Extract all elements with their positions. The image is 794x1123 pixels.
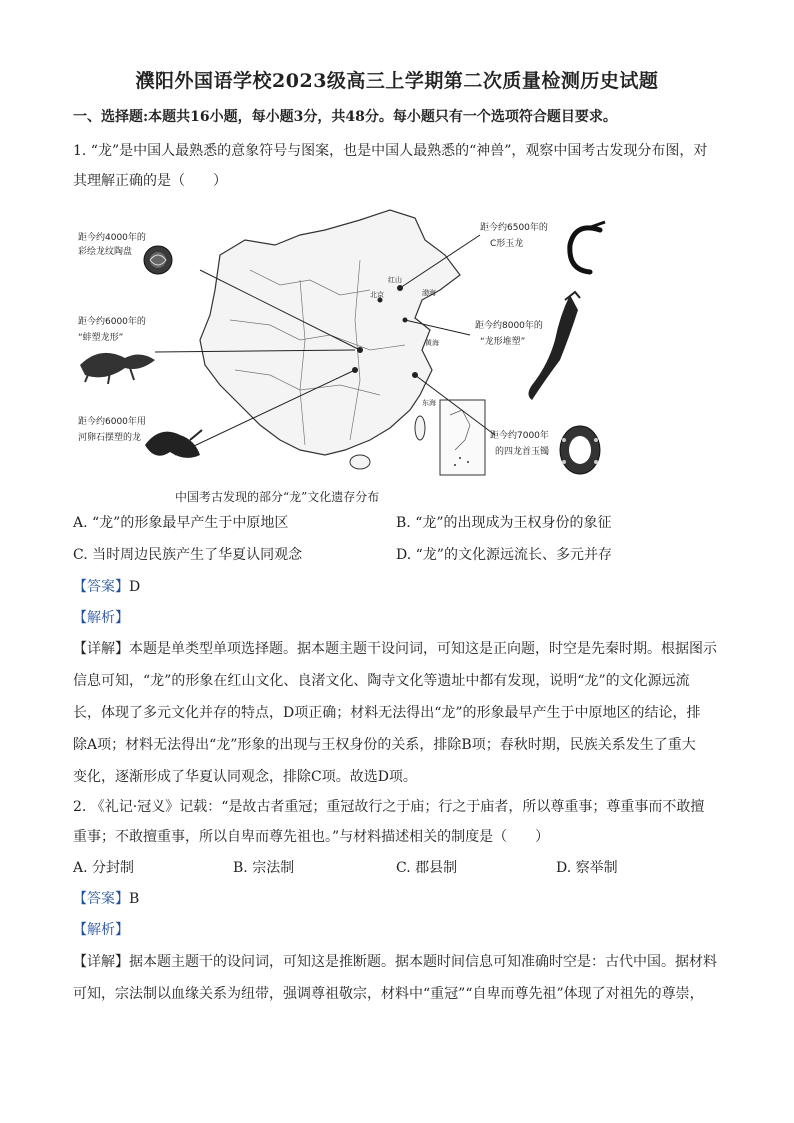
q2-option-d[interactable]: D. 察举制: [556, 860, 618, 876]
map-label-beijing: 北京: [370, 291, 384, 299]
q1-option-a[interactable]: A. “龙”的形象最早产生于中原地区: [73, 515, 289, 531]
painted-dragon-plate-image: [144, 246, 172, 274]
label-left1-line1: 距今约4000年的: [78, 233, 146, 243]
detail-tag: 【详解】: [73, 641, 129, 657]
q2-analysis-row: [73, 921, 733, 939]
q2-option-c[interactable]: C. 郡县制: [396, 860, 458, 876]
label-left1-line2: 彩绘龙纹陶盘: [78, 247, 133, 257]
detail-tag: 【详解】: [73, 954, 129, 970]
q1-option-c[interactable]: C. 当时周边民族产生了华夏认同观念: [73, 547, 303, 563]
dragon-culture-map: [70, 200, 630, 500]
q1-stem-line1: 1. “龙”是中国人最熟悉的意象符号与图案，也是中国人最熟悉的“神兽”，观察中国考古发现分布图，对: [73, 143, 708, 159]
q1-stem-line2: 其理解正确的是（ ）: [73, 173, 227, 189]
q2-stem-line2: 重事；不敢擅重事，所以自卑而尊先祖也。”与材料描述相关的制度是（ ）: [73, 829, 550, 845]
clam-shell-dragon-image: [80, 353, 155, 384]
analysis-tag: 【解析】: [73, 610, 129, 626]
label-right3-line2: 的四龙首玉镯: [495, 447, 550, 457]
q2-detail-line1: [73, 953, 733, 971]
q1-detail-line2: 信息可知，“龙”的形象在红山文化、良渚文化、陶寺文化等遗址中都有发现，说明“龙”的文化源远流: [73, 673, 690, 689]
q2-option-a[interactable]: A. 分封制: [73, 860, 135, 876]
q1-detail-line1: [73, 640, 733, 658]
q2-stem-line1: 2. 《礼记·冠义》记载：“是故古者重冠；重冠故行之于庙；行之于庙者，所以尊重事；尊重事而不敢擅: [73, 799, 705, 815]
map-label-bohai: 渤海: [422, 289, 436, 297]
four-dragon-jade-bracelet-image: [560, 426, 600, 474]
label-right2-line2: “龙形堆塑”: [480, 337, 526, 347]
q1-option-b[interactable]: B. “龙”的出现成为王权身份的象征: [396, 515, 612, 531]
q1-detail-line4: 除A项；材料无法得出“龙”形象的出现与王权身份的关系，排除B项；春秋时期，民族关系发生了重大: [73, 737, 696, 753]
label-left2-line1: 距今约6000年的: [78, 317, 146, 327]
q1-option-d[interactable]: D. “龙”的文化源远流长、多元并存: [396, 547, 612, 563]
label-right2-line1: 距今约8000年的: [475, 321, 543, 331]
label-left3-line2: 河卵石摆塑的龙: [78, 433, 142, 443]
q2-option-b[interactable]: B. 宗法制: [233, 860, 295, 876]
dragon-mound-image: [529, 292, 581, 400]
figure-caption: 中国考古发现的部分“龙”文化遗存分布: [175, 490, 380, 504]
q1-detail-line5: 变化，逐渐形成了华夏认同观念，排除C项。故选D项。: [73, 769, 417, 785]
label-left3-line1: 距今约6000年用: [78, 417, 146, 427]
label-right1-line1: 距今约6500年的: [480, 223, 548, 233]
pebble-dragon-image: [145, 430, 202, 458]
map-label-huanghai: 黄海: [425, 339, 439, 347]
answer-tag: 【答案】: [73, 891, 129, 907]
q1-detail-line3: 长，体现了多元文化并存的特点，D项正确；材料无法得出“龙”的形象最早产生于中原地区的结论，排: [73, 705, 701, 721]
answer-tag: 【答案】: [73, 579, 129, 595]
page-title: 濮阳外国语学校2023级高三上学期第二次质量检测历史试题: [135, 70, 659, 92]
c-shaped-jade-dragon-image: [570, 222, 605, 272]
map-label-hongshan: 红山: [388, 276, 402, 284]
q1-answer: D: [129, 579, 141, 595]
q2-answer: B: [129, 891, 140, 907]
q2-answer-row: [73, 890, 733, 908]
label-right1-line2: C形玉龙: [490, 239, 524, 249]
q1-analysis-row: [73, 609, 733, 627]
map-label-donghai: 东海: [422, 399, 436, 407]
label-right3-line1: 距今约7000年: [490, 431, 549, 441]
detail-text: 据本题主题干的设问词，可知这是推断题。据本题时间信息可知准确时空是：古代中国。据材料: [129, 954, 717, 970]
label-left2-line2: “蚌塑龙形”: [78, 333, 124, 343]
detail-text: 本题是单类型单项选择题。据本题主题干设问词，可知这是正向题，时空是先秦时期。根据图示: [129, 641, 717, 657]
q2-detail-line2: 可知，宗法制以血缘关系为纽带，强调尊祖敬宗，材料中“重冠”“自卑而尊先祖”体现了对祖先的尊崇，: [73, 986, 704, 1002]
section-heading: 一、选择题:本题共16小题，每小题3分，共48分。每小题只有一个选项符合题目要求。: [73, 109, 617, 125]
q1-answer-row: [73, 578, 733, 596]
analysis-tag: 【解析】: [73, 922, 129, 938]
